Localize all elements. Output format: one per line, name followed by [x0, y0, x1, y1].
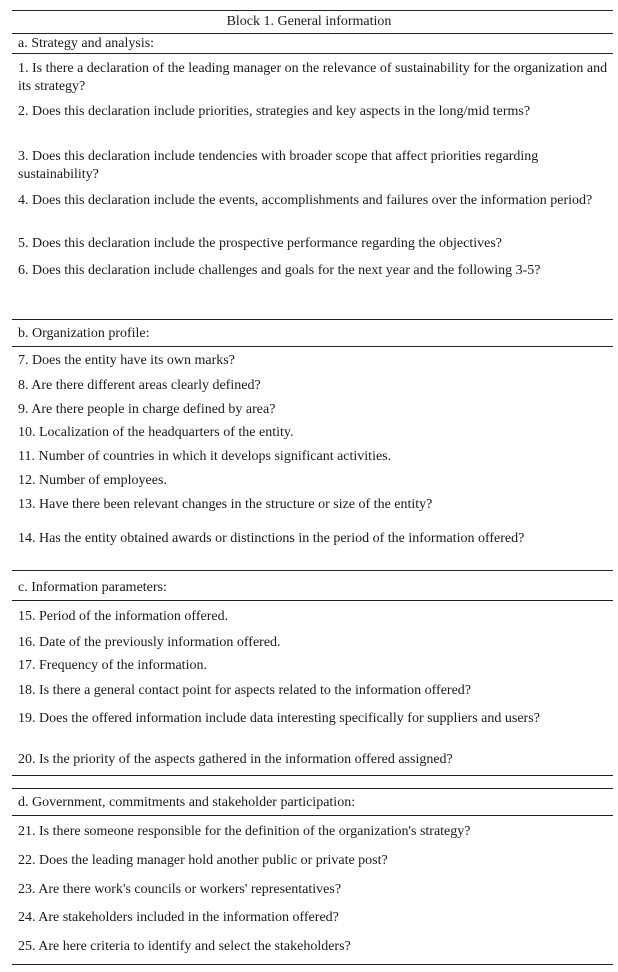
- list-item: 1. Is there a declaration of the leading manager on the relevance of sustainability for the organization and its strategy?: [18, 61, 608, 94]
- list-item: 8. Are there different areas clearly defined?: [18, 378, 261, 393]
- rule-end-section-a: [12, 319, 613, 320]
- rule-end-section-c-2: [12, 788, 613, 789]
- list-item: 24. Are stakeholders included in the information offered?: [18, 910, 339, 925]
- list-item: 4. Does this declaration include the events, accomplishments and failures over the information period?: [18, 193, 593, 208]
- list-item: 15. Period of the information offered.: [18, 609, 229, 624]
- rule-under-section-b: [12, 346, 613, 347]
- rule-top: [12, 10, 613, 11]
- list-item: 16. Date of the previously information offered.: [18, 635, 281, 650]
- rule-under-title: [12, 33, 613, 34]
- list-item: 6. Does this declaration include challenges and goals for the next year and the following 3-5?: [18, 263, 541, 278]
- rule-bottom: [12, 964, 613, 965]
- list-item: 9. Are there people in charge defined by area?: [18, 402, 276, 417]
- rule-under-section-a: [12, 53, 613, 54]
- list-item: 17. Frequency of the information.: [18, 658, 207, 673]
- list-item: 19. Does the offered information include data interesting specifically for suppliers and users?: [18, 711, 540, 726]
- section-heading-b: b. Organization profile:: [18, 326, 150, 341]
- list-item: 18. Is there a general contact point for aspects related to the information offered?: [18, 683, 471, 698]
- list-item: 20. Is the priority of the aspects gathered in the information offered assigned?: [18, 752, 453, 767]
- section-heading-a: a. Strategy and analysis:: [18, 36, 155, 51]
- list-item: 23. Are there work's councils or workers' representatives?: [18, 882, 342, 897]
- list-item: 2. Does this declaration include priorities, strategies and key aspects in the long/mid terms?: [18, 104, 531, 119]
- rule-under-section-c: [12, 600, 613, 601]
- list-item: 13. Have there been relevant changes in the structure or size of the entity?: [18, 497, 433, 512]
- page-title: Block 1. General information: [226, 14, 392, 29]
- rule-under-section-d: [12, 815, 613, 816]
- list-item: 11. Number of countries in which it develops significant activities.: [18, 449, 392, 464]
- rule-end-section-b: [12, 570, 613, 571]
- section-heading-c: c. Information parameters:: [18, 580, 167, 595]
- list-item: 14. Has the entity obtained awards or distinctions in the period of the information offered?: [18, 531, 525, 546]
- rule-end-section-c-1: [12, 775, 613, 776]
- list-item: 12. Number of employees.: [18, 473, 167, 488]
- list-item: 3. Does this declaration include tendencies with broader scope that affect priorities regarding sustainability?: [18, 149, 539, 182]
- list-item: 7. Does the entity have its own marks?: [18, 353, 235, 368]
- list-item: 21. Is there someone responsible for the definition of the organization's strategy?: [18, 824, 471, 839]
- list-item: 22. Does the leading manager hold another public or private post?: [18, 853, 388, 868]
- list-item: 5. Does this declaration include the prospective performance regarding the objectives?: [18, 236, 502, 251]
- list-item: 10. Localization of the headquarters of the entity.: [18, 425, 294, 440]
- section-heading-d: d. Government, commitments and stakeholder participation:: [18, 795, 356, 810]
- list-item: 25. Are here criteria to identify and select the stakeholders?: [18, 939, 351, 954]
